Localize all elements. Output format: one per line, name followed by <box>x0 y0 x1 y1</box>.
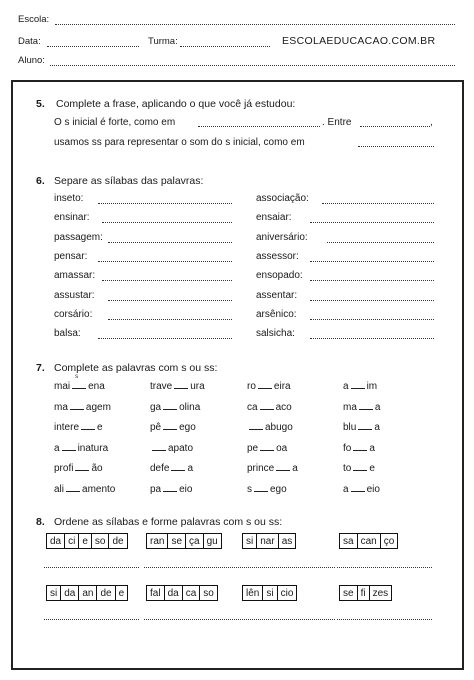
q7-blank[interactable] <box>62 443 76 451</box>
q6-right-answer-line[interactable] <box>327 242 434 243</box>
q7-blank[interactable] <box>353 463 367 471</box>
q8-answer-line[interactable] <box>144 619 239 620</box>
q7-word <box>343 443 375 454</box>
q7-word-start: ca <box>247 401 258 413</box>
q8-syllable: ça <box>186 534 204 548</box>
q7-word <box>343 402 380 413</box>
q7-blank[interactable] <box>276 463 290 471</box>
q6-right-word: ensopado: <box>256 270 303 282</box>
q7-blank[interactable] <box>163 484 177 492</box>
class-field[interactable] <box>180 46 270 47</box>
q8-syllable: as <box>281 536 293 547</box>
q7-word-end: e <box>97 422 103 433</box>
q7-blank[interactable] <box>81 422 95 430</box>
q7-word <box>343 463 375 474</box>
q6-instruction: Separe as sílabas das palavras: <box>54 175 204 187</box>
q7-word <box>54 443 108 454</box>
q8-syllable: can <box>358 534 381 548</box>
q7-word <box>150 402 200 413</box>
q8-syllable-group <box>146 533 222 549</box>
q7-word-start: ro <box>247 381 256 392</box>
q8-answer-line[interactable] <box>337 619 432 620</box>
q7-blank[interactable] <box>351 484 365 492</box>
q8-syllable: e <box>79 534 92 548</box>
q8-answer-line[interactable] <box>144 567 239 568</box>
q5-blank-1[interactable] <box>198 126 320 127</box>
q7-word-start: to <box>343 463 352 474</box>
q7-word-end: inatura <box>77 442 109 454</box>
q7-word-end: a <box>374 401 381 413</box>
q7-word-end: eira <box>273 381 291 392</box>
student-label: Aluno: <box>18 55 45 66</box>
q8-syllable: gu <box>206 536 218 547</box>
q8-answer-line[interactable] <box>44 619 139 620</box>
q5-number: 5. <box>36 98 45 110</box>
q6-left-answer-line[interactable] <box>108 300 233 301</box>
q7-word <box>247 381 291 392</box>
q6-left-answer-line[interactable] <box>102 222 232 223</box>
q8-answer-line[interactable] <box>240 567 335 568</box>
q6-left-word: pensar: <box>54 250 88 262</box>
q7-word-end: a <box>292 463 298 474</box>
q6-left-word: amassar: <box>54 270 96 282</box>
q8-answer-line[interactable] <box>337 567 432 568</box>
q7-hint-mark: s <box>75 374 79 380</box>
q7-word-end: olina <box>179 401 201 413</box>
q6-right-word: arsênico: <box>256 308 297 320</box>
q7-blank[interactable] <box>358 422 372 430</box>
q7-word-start: defe <box>150 463 170 474</box>
q7-word-start: intere <box>54 422 80 433</box>
q5-line1-c: , <box>430 117 433 128</box>
q8-syllable-group <box>46 585 128 601</box>
q7-word-start: ga <box>150 401 162 413</box>
q8-syllable-group <box>242 533 296 549</box>
q7-blank[interactable] <box>359 402 373 410</box>
q7-word-end: eio <box>366 483 380 495</box>
q7-blank[interactable] <box>258 381 272 389</box>
q7-word <box>150 422 196 433</box>
q8-syllable: e <box>118 588 125 599</box>
q8-syllable: fal <box>147 586 165 600</box>
q8-syllable-group <box>46 533 128 549</box>
q7-word <box>150 443 193 454</box>
q7-word-end: a <box>187 463 194 474</box>
q7-word <box>150 463 193 474</box>
q7-blank[interactable] <box>260 402 274 410</box>
q7-word-end: amento <box>82 483 116 495</box>
q7-word-end: ego <box>179 422 196 433</box>
q7-blank[interactable] <box>353 443 367 451</box>
q7-word <box>247 422 293 433</box>
q6-left-answer-line[interactable] <box>108 242 233 243</box>
school-field[interactable] <box>55 24 455 25</box>
q7-word <box>247 443 287 454</box>
q5-instruction: Complete a frase, aplicando o que você já estudou: <box>56 98 296 110</box>
q8-syllable: sa <box>340 534 358 548</box>
q6-right-word: salsicha: <box>256 328 295 340</box>
school-label: Escola: <box>18 14 50 25</box>
q8-syllable: ci <box>65 534 79 548</box>
q8-syllable: cio <box>280 588 294 599</box>
q7-blank[interactable] <box>260 443 274 451</box>
q7-blank[interactable] <box>249 422 263 430</box>
q7-word-start: ma <box>343 401 357 413</box>
q8-syllable: so <box>92 534 110 548</box>
q6-left-word: inseto: <box>54 193 84 204</box>
q7-word-start: s <box>247 483 252 495</box>
q8-syllable: lên <box>243 586 263 600</box>
q8-syllable: se <box>168 534 186 548</box>
q8-syllable: ço <box>383 536 395 547</box>
q8-syllable-group <box>242 585 297 601</box>
q8-syllable: se <box>340 586 358 600</box>
q8-syllable: ca <box>183 586 201 600</box>
q6-right-answer-line[interactable] <box>310 338 434 339</box>
q7-word-end: ena <box>88 381 105 392</box>
q7-word-end: e <box>369 463 375 474</box>
q8-syllable: so <box>203 588 214 599</box>
q6-right-word: assessor: <box>256 250 299 262</box>
q7-word-end: aco <box>275 401 292 413</box>
q7-blank[interactable] <box>75 463 89 471</box>
q8-syllable: de <box>97 586 115 600</box>
q7-blank[interactable] <box>254 484 268 492</box>
q7-blank[interactable] <box>66 484 80 492</box>
q8-syllable: si <box>243 534 257 548</box>
q7-word-start: prince <box>247 463 275 474</box>
q7-word-end: abugo <box>265 422 293 433</box>
q7-word-start: a <box>343 483 349 495</box>
q7-blank[interactable] <box>163 422 177 430</box>
q7-word-end: oa <box>276 442 288 454</box>
q7-instruction: Complete as palavras com s ou ss: <box>54 362 218 374</box>
q7-word-start: mai <box>54 381 71 392</box>
q6-left-word: ensinar: <box>54 212 90 224</box>
q7-blank[interactable] <box>171 463 185 471</box>
q8-syllable: de <box>112 536 124 547</box>
q7-word-end: im <box>366 381 378 392</box>
q6-left-answer-line[interactable] <box>98 261 232 262</box>
q8-syllable-group <box>339 585 392 601</box>
q6-left-answer-line[interactable] <box>98 203 232 204</box>
q5-line1-a: O s inicial é forte, como em <box>54 117 176 128</box>
q7-word-end: ego <box>270 483 287 495</box>
q7-word-start: fo <box>343 442 352 454</box>
q7-word-start: trave <box>150 381 173 392</box>
q7-word <box>54 374 105 392</box>
q8-syllable-group <box>339 533 398 549</box>
q8-syllable: ran <box>147 534 168 548</box>
q8-syllable: an <box>79 586 97 600</box>
q6-right-answer-line[interactable] <box>322 203 434 204</box>
q5-line2: usamos ss para representar o som do s inicial, como em <box>54 137 305 148</box>
q8-answer-line[interactable] <box>240 619 335 620</box>
q7-word-start: ma <box>54 401 68 413</box>
school-row <box>18 14 49 25</box>
q6-right-word: associação: <box>256 193 309 204</box>
q7-word-end: a <box>369 442 375 454</box>
q7-word-start: ali <box>54 483 65 495</box>
q7-word <box>54 463 103 474</box>
q7-word <box>247 484 287 495</box>
q8-syllable: da <box>61 586 79 600</box>
q7-blank[interactable] <box>174 381 188 389</box>
q5-blank-3[interactable] <box>358 146 434 147</box>
q7-word <box>54 422 103 433</box>
q7-blank[interactable] <box>72 374 86 389</box>
q6-right-answer-line[interactable] <box>310 222 434 223</box>
q7-word <box>54 484 115 495</box>
q6-right-word: ensaiar: <box>256 212 292 224</box>
q7-word <box>343 484 380 495</box>
q6-left-answer-line[interactable] <box>108 319 233 320</box>
student-row <box>18 55 45 66</box>
date-label: Data: <box>18 36 41 47</box>
worksheet-frame <box>11 80 464 670</box>
student-field[interactable] <box>50 65 455 66</box>
q7-blank[interactable] <box>351 381 365 389</box>
q6-left-word: balsa: <box>54 328 81 340</box>
q7-word <box>343 422 380 433</box>
q7-word <box>150 381 205 392</box>
q6-left-word: assustar: <box>54 289 95 301</box>
date-field[interactable] <box>47 46 139 47</box>
q8-answer-line[interactable] <box>44 567 139 568</box>
q6-left-word: passagem: <box>54 231 103 243</box>
q7-word-end: apato <box>168 442 194 454</box>
q8-syllable: zes <box>372 588 389 599</box>
class-label: Turma: <box>148 36 178 47</box>
q5-line1-b: . Entre <box>322 117 352 128</box>
q7-word-end: a <box>374 422 380 433</box>
q6-number: 6. <box>36 175 45 187</box>
q8-syllable: da <box>165 586 183 600</box>
q8-syllable: da <box>47 534 65 548</box>
q6-right-answer-line[interactable] <box>310 280 434 281</box>
q7-word-end: agem <box>85 401 111 413</box>
q7-word-end: eio <box>179 483 193 495</box>
q6-right-answer-line[interactable] <box>310 300 434 301</box>
q7-blank[interactable] <box>70 402 84 410</box>
q7-word-start: a <box>54 442 60 454</box>
q7-number: 7. <box>36 362 45 374</box>
q7-word-start: a <box>343 381 349 392</box>
q7-blank[interactable] <box>152 443 166 451</box>
q8-syllable: nar <box>257 534 278 548</box>
q7-word-start: pa <box>150 483 162 495</box>
q8-syllable: si <box>263 586 277 600</box>
q8-number: 8. <box>36 516 45 528</box>
q7-word-start: blu <box>343 422 357 433</box>
q7-word-end: ura <box>190 381 205 392</box>
q6-left-answer-line[interactable] <box>98 338 232 339</box>
q7-word-start: profi <box>54 463 74 474</box>
q8-syllable: fi <box>358 586 370 600</box>
site-label: ESCOLAEDUCACAO.COM.BR <box>282 35 436 47</box>
q5-blank-2[interactable] <box>360 126 430 127</box>
q8-instruction: Ordene as sílabas e forme palavras com s ou ss: <box>54 516 283 528</box>
q7-word-start: pê <box>150 422 162 433</box>
q6-right-word: assentar: <box>256 289 298 301</box>
q8-syllable: si <box>47 586 61 600</box>
q6-right-answer-line[interactable] <box>310 319 434 320</box>
q6-left-answer-line[interactable] <box>102 280 232 281</box>
q7-word <box>54 402 111 413</box>
q7-word-start: pe <box>247 442 259 454</box>
date-row <box>18 36 41 47</box>
q7-word <box>150 484 192 495</box>
q7-word <box>343 381 377 392</box>
q7-word <box>247 402 292 413</box>
q6-left-word: corsário: <box>54 308 93 320</box>
q6-right-word: aniversário: <box>256 231 308 243</box>
q7-blank[interactable] <box>163 402 177 410</box>
q6-right-answer-line[interactable] <box>310 261 434 262</box>
q7-word-end: ão <box>91 463 103 474</box>
q8-syllable-group <box>146 585 218 601</box>
q7-word <box>247 463 298 474</box>
